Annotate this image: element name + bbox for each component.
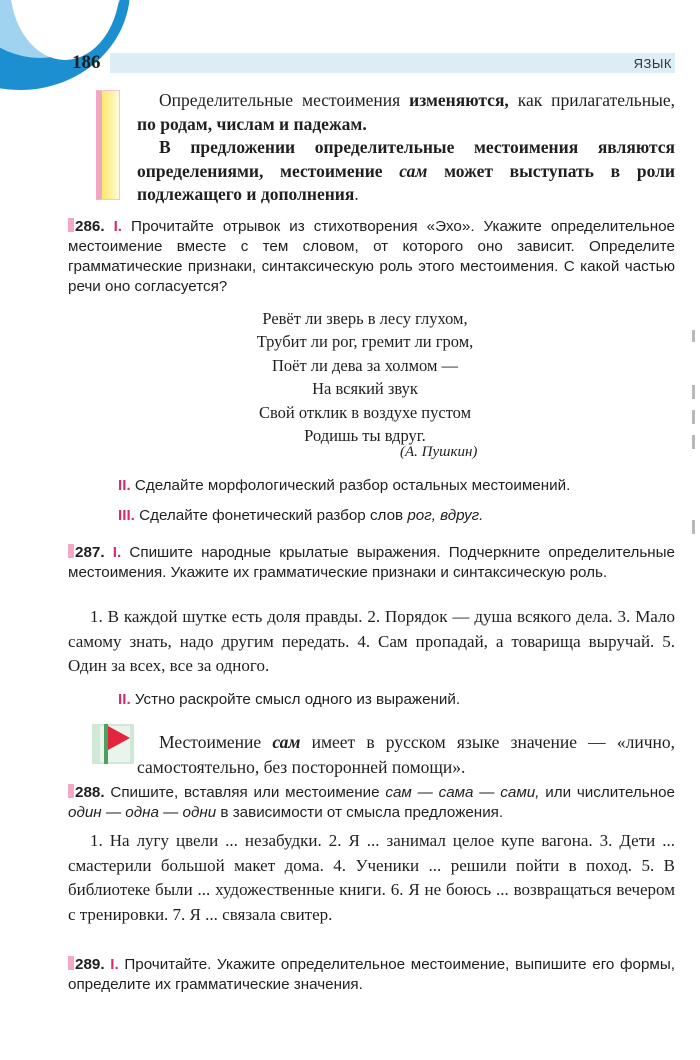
task-289: 289. I. Прочитайте. Укажите определительное местоимение, выпишите его формы, определите их грамматические значения. bbox=[68, 956, 675, 993]
flag-icon bbox=[88, 720, 138, 766]
task-number: 287. bbox=[75, 544, 105, 561]
poem-line: Ревёт ли зверь в лесу глухом, bbox=[262, 309, 468, 328]
edge-marks bbox=[688, 320, 698, 550]
task-288: 288. Спишите, вставляя или местоимение сам — сама — сами, или числительное один — одна — одни в зависимости от смысла предложения. bbox=[68, 784, 675, 821]
task-286-part-3: III. Сделайте фонетический разбор слов рог, вдруг. bbox=[118, 507, 484, 524]
rule-marker bbox=[96, 90, 120, 200]
task-marker bbox=[68, 218, 74, 232]
task-286: 286. I. Прочитайте отрывок из стихотворения «Эхо». Укажите определительное местоимение вместе с тем словом, от которого оно зависит. Определите грамматические признаки, синтаксическую роль этого местоимения. С какой частью речи оно согласуется? bbox=[68, 218, 675, 295]
task-number: 289. bbox=[75, 956, 105, 973]
poem-line: Родишь ты вдруг. bbox=[304, 426, 426, 446]
task-marker bbox=[68, 784, 74, 798]
task-287-part-2: II. Устно раскройте смысл одного из выражений. bbox=[118, 691, 461, 708]
task-marker bbox=[68, 544, 74, 558]
header-band bbox=[110, 53, 675, 73]
task-287: 287. I. Спишите народные крылатые выражения. Подчеркните определительные местоимения. Укажите их грамматические признаки и синтаксическую роль. bbox=[68, 544, 675, 581]
poem-line: На всякий звук bbox=[312, 379, 418, 399]
corner-decoration bbox=[0, 0, 130, 90]
poem-line: Поёт ли дева за холмом — bbox=[271, 355, 459, 375]
rule-paragraph-1: Определительные местоимения изменяются, как прилагательные, по родам, числам и падежам. bbox=[137, 90, 676, 134]
task-288-sentences: 1. На лугу цвели ... незабудки. 2. Я ... занимал целое купе вагона. 3. Дети ... смастерили большой макет дома. 4. Ученики ... решили пойти в поход. 5. В библиотеке были ... художественные книги. 6. Я не боюсь ... возвращаться вечером с тренировки. 7. Я ... связала свитер. bbox=[68, 831, 675, 924]
task-287-sentences: 1. В каждой шутке есть доля правды. 2. Порядок — душа всякого дела. 3. Мало самому знать, надо другим передать. 4. Сам пропадай, а товарища выручай. 5. Один за всех, все за одного. bbox=[68, 607, 675, 675]
task-number: 286. bbox=[75, 218, 105, 235]
rule-paragraph-2: В предложении определительные местоимения являются определениями, местоимение сам может выступать в роли подлежащего и дополнения. bbox=[137, 137, 675, 205]
section-title: ЯЗЫК bbox=[633, 56, 672, 71]
task-marker bbox=[68, 956, 74, 970]
poem-author: (А. Пушкин) bbox=[400, 444, 478, 460]
page-number: 186 bbox=[72, 52, 101, 73]
poem-line: Трубит ли рог, гремит ли гром, bbox=[256, 332, 474, 352]
task-number: 288. bbox=[75, 784, 105, 801]
poem bbox=[180, 307, 550, 447]
rule-text bbox=[137, 89, 675, 207]
poem-line: Свой отклик в воздухе пустом bbox=[258, 402, 472, 422]
note-text: Местоимение сам имеет в русском языке значение — «лично, самостоятельно, без посторонней помощи». bbox=[137, 732, 675, 777]
task-286-part-2: II. Сделайте морфологический разбор остальных местоимений. bbox=[118, 477, 571, 494]
